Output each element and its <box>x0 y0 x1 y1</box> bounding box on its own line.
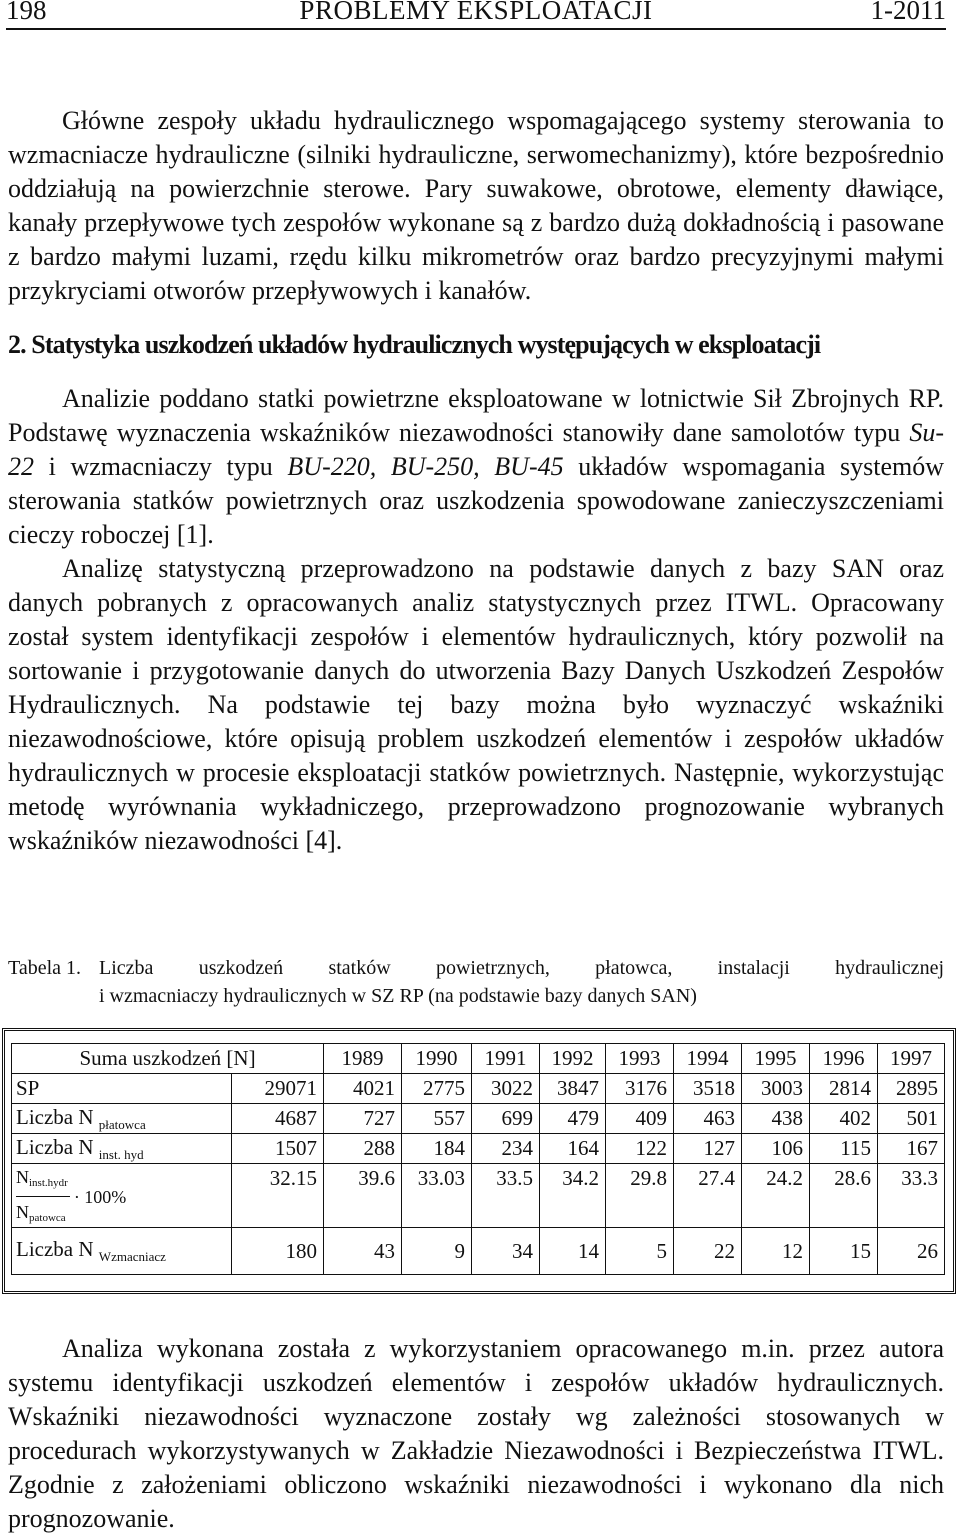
value-cell: 34.2 <box>540 1164 606 1228</box>
year-header-cell: 1993 <box>606 1044 674 1074</box>
value-cell: 184 <box>402 1134 472 1164</box>
issue-number: 1-2011 <box>870 0 946 25</box>
total-cell: 29071 <box>232 1074 324 1104</box>
ratio-fraction <box>16 1168 126 1227</box>
value-cell: 39.6 <box>324 1164 402 1228</box>
paragraph-2-part-c: układów wspomagania systemów sterowania statków powietrznych oraz uszkodzenia spowodowane zanieczyszczeniami cieczy roboczej [1]. <box>8 452 944 549</box>
value-cell: 727 <box>324 1104 402 1134</box>
numerator-symbol: N <box>16 1167 29 1187</box>
value-cell: 699 <box>472 1104 540 1134</box>
denominator-subscript: patowca <box>29 1212 66 1224</box>
year-header-cell: 1989 <box>324 1044 402 1074</box>
table-caption-text <box>99 954 944 1010</box>
value-cell: 43 <box>324 1228 402 1275</box>
ratio-formula <box>12 1164 232 1228</box>
value-cell: 12 <box>742 1228 810 1275</box>
value-cell: 234 <box>472 1134 540 1164</box>
aircraft-type: Su-22 <box>8 418 944 481</box>
table-caption-line-1: Liczba uszkodzeń statków powietrznych, płatowca, instalacji hydraulicznej <box>99 957 944 979</box>
value-cell: 167 <box>878 1134 945 1164</box>
year-header-cell: 1994 <box>674 1044 742 1074</box>
value-cell: 14 <box>540 1228 606 1275</box>
paragraph-3: Analizę statystyczną przeprowadzono na podstawie danych z bazy SAN oraz danych pobranych z opracowanych analiz statystycznych przez ITWL. Opracowany został system identyfikacji zespołów i elementów hydraulicznych, który pozwolił na sortowanie i przygotowanie danych do utworzenia Bazy Danych Uszkodzeń Zespołów Hydraulicznych. Na podstawie tej bazy można było wyznaczyć wskaźniki niezawodnościowe, które opisują problem uszkodzeń elementów i zespołów układów hydraulicznych w procesie eksploatacji statków powietrznych. Następnie, wykorzystując metodę wyrównania wykładniczego, przeprowadzono prognozowanie wybranych wskaźników niezawodności [4]. <box>8 554 944 855</box>
total-cell: 1507 <box>232 1134 324 1164</box>
value-cell: 29.8 <box>606 1164 674 1228</box>
year-header-cell: 1992 <box>540 1044 606 1074</box>
row-label-subscript: płatowca <box>98 1116 146 1132</box>
value-cell: 463 <box>674 1104 742 1134</box>
value-cell: 9 <box>402 1228 472 1275</box>
value-cell: 3847 <box>540 1074 606 1104</box>
multiplier: · 100% <box>73 1187 127 1207</box>
numerator-subscript: inst.hydr <box>29 1177 68 1189</box>
value-cell: 27.4 <box>674 1164 742 1228</box>
total-cell: 4687 <box>232 1104 324 1134</box>
row-label-text: Liczba N <box>16 1104 99 1129</box>
table-header-row <box>12 1044 945 1074</box>
table-row <box>12 1104 945 1134</box>
journal-title: PROBLEMY EKSPLOATACJI <box>299 0 653 25</box>
row-label <box>12 1104 232 1134</box>
value-cell: 557 <box>402 1104 472 1134</box>
value-cell: 122 <box>606 1134 674 1164</box>
value-cell: 34 <box>472 1228 540 1275</box>
value-cell: 33.3 <box>878 1164 945 1228</box>
paragraph-2 <box>8 382 944 552</box>
value-cell: 3176 <box>606 1074 674 1104</box>
fraction-denominator <box>16 1197 70 1227</box>
year-header-cell: 1996 <box>810 1044 878 1074</box>
value-cell: 288 <box>324 1134 402 1164</box>
value-cell: 33.5 <box>472 1164 540 1228</box>
section-heading: 2. Statystyka uszkodzeń układów hydraulicznych występujących w eksploatacji <box>8 330 821 359</box>
table-caption-label: Tabela 1. <box>8 957 82 979</box>
year-header-cell: 1995 <box>742 1044 810 1074</box>
table-row <box>12 1134 945 1164</box>
fraction-numerator <box>16 1168 70 1197</box>
page-number: 198 <box>6 0 47 25</box>
table-row <box>12 1228 945 1275</box>
value-cell: 5 <box>606 1228 674 1275</box>
table-header-label: Suma uszkodzeń [N] <box>12 1044 324 1074</box>
total-cell: 32.15 <box>232 1164 324 1228</box>
booster-types: BU-220, BU-250, BU-45 <box>287 452 564 481</box>
value-cell: 3022 <box>472 1074 540 1104</box>
running-header <box>6 0 946 30</box>
row-label-text: SP <box>16 1076 40 1100</box>
value-cell: 24.2 <box>742 1164 810 1228</box>
total-cell: 180 <box>232 1228 324 1275</box>
year-header-cell: 1997 <box>878 1044 945 1074</box>
value-cell: 28.6 <box>810 1164 878 1228</box>
value-cell: 2895 <box>878 1074 945 1104</box>
row-label-subscript: Wzmacniacz <box>98 1249 166 1264</box>
value-cell: 3518 <box>674 1074 742 1104</box>
value-cell: 3003 <box>742 1074 810 1104</box>
row-label <box>12 1134 232 1164</box>
failures-table <box>11 1043 945 1275</box>
paragraph-2-part-a: Analizie poddano statki powietrzne eksploatowane w lotnictwie Sił Zbrojnych RP. Podstawę wyznaczenia wskaźników niezawodności stanowiły dane samolotów typu <box>8 384 944 447</box>
value-cell: 33.03 <box>402 1164 472 1228</box>
ratio-row <box>12 1164 945 1228</box>
row-label-text: Liczba N <box>16 1134 99 1159</box>
table-caption-line-2: i wzmacniaczy hydraulicznych w SZ RP (na podstawie bazy danych SAN) <box>99 985 697 1007</box>
body-text-top <box>8 104 944 858</box>
paragraph-4: Analiza wykonana została z wykorzystaniem opracowanego m.in. przez autora systemu identyfikacji uszkodzeń elementów i zespołów układów hydraulicznych. Wskaźniki niezawodności wyznaczone zostały wg zależności stosowanych w procedurach wykorzystywanych w Zakładzie Niezawodności i Bezpieczeństwa ITWL. Zgodnie z założeniami obliczono wskaźniki niezawodności i wykonano dla nich prognozowanie. <box>8 1334 944 1533</box>
table-row <box>12 1074 945 1104</box>
value-cell: 22 <box>674 1228 742 1275</box>
value-cell: 106 <box>742 1134 810 1164</box>
row-label-subscript: inst. hyd <box>98 1146 144 1162</box>
denominator-symbol: N <box>16 1202 29 1222</box>
value-cell: 2814 <box>810 1074 878 1104</box>
value-cell: 2775 <box>402 1074 472 1104</box>
paragraph-2-part-b: i wzmacniaczy typu <box>34 452 288 481</box>
value-cell: 115 <box>810 1134 878 1164</box>
value-cell: 127 <box>674 1134 742 1164</box>
value-cell: 501 <box>878 1104 945 1134</box>
table-frame <box>2 1028 956 1294</box>
value-cell: 4021 <box>324 1074 402 1104</box>
row-label <box>12 1228 232 1275</box>
value-cell: 438 <box>742 1104 810 1134</box>
row-label-text: Liczba N <box>16 1237 99 1261</box>
body-text-bottom <box>8 1332 944 1536</box>
year-header-cell: 1990 <box>402 1044 472 1074</box>
value-cell: 164 <box>540 1134 606 1164</box>
paragraph-1: Główne zespoły układu hydraulicznego wspomagającego systemy sterowania to wzmacniacze hydrauliczne (silniki hydrauliczne, serwomechanizmy), które bezpośrednio oddziałują na powierzchnie sterowe. Pary suwakowe, obrotowe, elementy dławiące, kanały przepływowe tych zespołów wykonane są z bardzo dużą dokładnością i pasowane z bardzo małymi luzami, rzędu kilku mikrometrów oraz bardzo precyzyjnymi małymi przykryciami otworów przepływowych i kanałów. <box>8 106 944 305</box>
value-cell: 15 <box>810 1228 878 1275</box>
row-label <box>12 1074 232 1104</box>
value-cell: 479 <box>540 1104 606 1134</box>
year-header-cell: 1991 <box>472 1044 540 1074</box>
value-cell: 402 <box>810 1104 878 1134</box>
value-cell: 409 <box>606 1104 674 1134</box>
value-cell: 26 <box>878 1228 945 1275</box>
